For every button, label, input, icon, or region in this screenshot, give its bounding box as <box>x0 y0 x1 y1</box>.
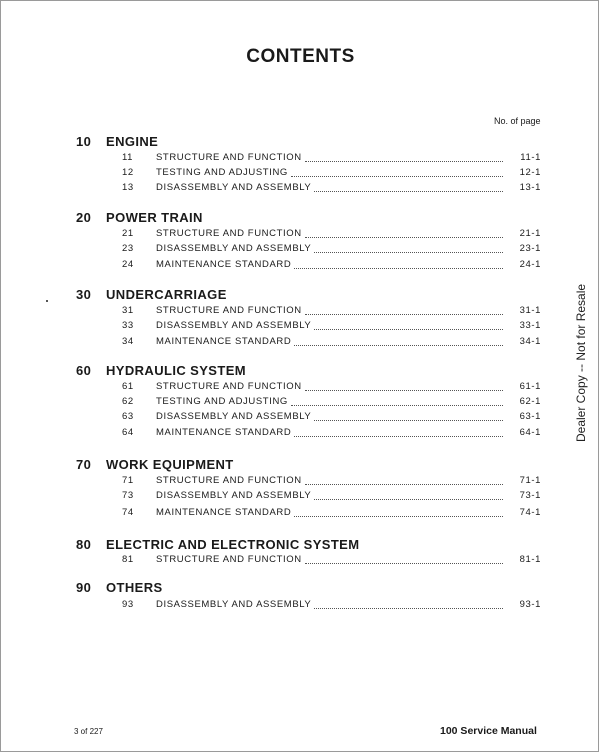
entry-page: 71-1 <box>519 475 541 486</box>
entry-page: 12-1 <box>519 167 541 178</box>
footer-page-count: 3 of 227 <box>74 727 103 736</box>
entry-number: 23 <box>122 243 134 254</box>
entry-page: 61-1 <box>519 381 541 392</box>
entry-title: DISASSEMBLY AND ASSEMBLY <box>156 320 312 331</box>
toc-entry[interactable] <box>122 182 541 194</box>
entry-number: 64 <box>122 427 134 438</box>
entry-title: DISASSEMBLY AND ASSEMBLY <box>156 243 312 254</box>
entry-number: 34 <box>122 336 134 347</box>
section-title: ENGINE <box>106 134 159 149</box>
entry-page: 13-1 <box>519 182 541 193</box>
toc-entry[interactable] <box>122 507 541 519</box>
entry-page: 33-1 <box>519 320 541 331</box>
toc-entry[interactable] <box>122 381 541 393</box>
section-title: UNDERCARRIAGE <box>106 287 227 302</box>
entry-page: 11-1 <box>520 152 541 163</box>
toc-entry[interactable] <box>122 152 541 164</box>
toc-entry[interactable] <box>122 336 541 348</box>
entry-number: 31 <box>122 305 134 316</box>
entry-title: TESTING AND ADJUSTING <box>156 167 288 178</box>
section-heading <box>76 134 158 149</box>
entry-page: 74-1 <box>519 507 541 518</box>
entry-number: 63 <box>122 411 134 422</box>
toc-entry[interactable] <box>122 427 541 439</box>
toc-entry[interactable] <box>122 411 541 423</box>
entry-number: 12 <box>122 167 134 178</box>
entry-title: MAINTENANCE STANDARD <box>156 427 292 438</box>
section-number: 90 <box>76 580 92 595</box>
entry-number: 21 <box>122 228 134 239</box>
section-number: 60 <box>76 363 92 378</box>
section-title: POWER TRAIN <box>106 210 203 225</box>
dot-leader <box>305 562 503 564</box>
entry-number: 73 <box>122 490 134 501</box>
section-number: 10 <box>76 134 92 149</box>
toc-entry[interactable] <box>122 475 541 487</box>
scan-speck <box>46 300 48 302</box>
dot-leader <box>305 389 503 391</box>
dot-leader <box>314 607 503 609</box>
section-title: WORK EQUIPMENT <box>106 457 234 472</box>
entry-number: 61 <box>122 381 134 392</box>
dot-leader <box>314 328 503 330</box>
toc-entry[interactable] <box>122 599 541 611</box>
section-number: 20 <box>76 210 92 225</box>
entry-page: 24-1 <box>519 259 541 270</box>
entry-number: 33 <box>122 320 134 331</box>
entry-title: STRUCTURE AND FUNCTION <box>156 475 302 486</box>
section-heading <box>76 363 246 378</box>
dot-leader <box>294 515 503 517</box>
entry-page: 64-1 <box>519 427 541 438</box>
section-heading <box>76 580 163 595</box>
toc-entry[interactable] <box>122 320 541 332</box>
entry-page: 23-1 <box>519 243 541 254</box>
toc-entry[interactable] <box>122 305 541 317</box>
dot-leader <box>294 344 503 346</box>
dot-leader <box>305 236 503 238</box>
entry-number: 62 <box>122 396 134 407</box>
section-heading <box>76 457 234 472</box>
entry-title: TESTING AND ADJUSTING <box>156 396 288 407</box>
entry-title: MAINTENANCE STANDARD <box>156 507 292 518</box>
section-title: HYDRAULIC SYSTEM <box>106 363 247 378</box>
page-title: CONTENTS <box>246 46 355 67</box>
entry-number: 93 <box>122 599 134 610</box>
dot-leader <box>291 404 503 406</box>
dot-leader <box>291 175 503 177</box>
section-heading <box>76 210 203 225</box>
footer-manual-name: 100 Service Manual <box>440 725 537 737</box>
entry-title: DISASSEMBLY AND ASSEMBLY <box>156 182 312 193</box>
dot-leader <box>314 190 503 192</box>
toc-entry[interactable] <box>122 228 541 240</box>
entry-page: 34-1 <box>519 336 541 347</box>
entry-title: MAINTENANCE STANDARD <box>156 259 292 270</box>
dot-leader <box>305 160 503 162</box>
dot-leader <box>294 267 503 269</box>
dot-leader <box>314 251 503 253</box>
toc-entry[interactable] <box>122 490 541 502</box>
section-title: OTHERS <box>106 580 163 595</box>
section-heading <box>76 287 227 302</box>
section-number: 70 <box>76 457 92 472</box>
toc-entry[interactable] <box>122 259 541 271</box>
section-title: ELECTRIC AND ELECTRONIC SYSTEM <box>106 537 360 552</box>
dot-leader <box>305 313 503 315</box>
entry-title: STRUCTURE AND FUNCTION <box>156 305 302 316</box>
toc-entry[interactable] <box>122 243 541 255</box>
entry-title: STRUCTURE AND FUNCTION <box>156 554 302 565</box>
dot-leader <box>314 419 503 421</box>
toc-entry[interactable] <box>122 554 541 566</box>
entry-number: 81 <box>122 554 134 565</box>
entry-page: 81-1 <box>519 554 541 565</box>
entry-title: STRUCTURE AND FUNCTION <box>156 152 302 163</box>
toc-entry[interactable] <box>122 396 541 408</box>
dot-leader <box>294 435 503 437</box>
entry-number: 24 <box>122 259 134 270</box>
entry-number: 71 <box>122 475 134 486</box>
entry-number: 74 <box>122 507 134 518</box>
entry-title: MAINTENANCE STANDARD <box>156 336 292 347</box>
entry-title: STRUCTURE AND FUNCTION <box>156 381 302 392</box>
section-heading <box>76 537 359 552</box>
entry-page: 63-1 <box>519 411 541 422</box>
dot-leader <box>314 498 503 500</box>
entry-title: DISASSEMBLY AND ASSEMBLY <box>156 411 312 422</box>
dealer-copy-note: Dealer Copy -- Not for Resale <box>574 283 588 442</box>
entry-page: 21-1 <box>519 228 541 239</box>
entry-page: 31-1 <box>519 305 541 316</box>
entry-number: 13 <box>122 182 134 193</box>
page-number-column-header: No. of page <box>494 116 541 126</box>
section-number: 80 <box>76 537 92 552</box>
entry-title: STRUCTURE AND FUNCTION <box>156 228 302 239</box>
toc-entry[interactable] <box>122 167 541 179</box>
section-number: 30 <box>76 287 92 302</box>
dot-leader <box>305 483 503 485</box>
entry-title: DISASSEMBLY AND ASSEMBLY <box>156 599 312 610</box>
entry-page: 73-1 <box>519 490 541 501</box>
entry-number: 11 <box>122 152 134 163</box>
entry-page: 62-1 <box>519 396 541 407</box>
entry-page: 93-1 <box>519 599 541 610</box>
entry-title: DISASSEMBLY AND ASSEMBLY <box>156 490 312 501</box>
